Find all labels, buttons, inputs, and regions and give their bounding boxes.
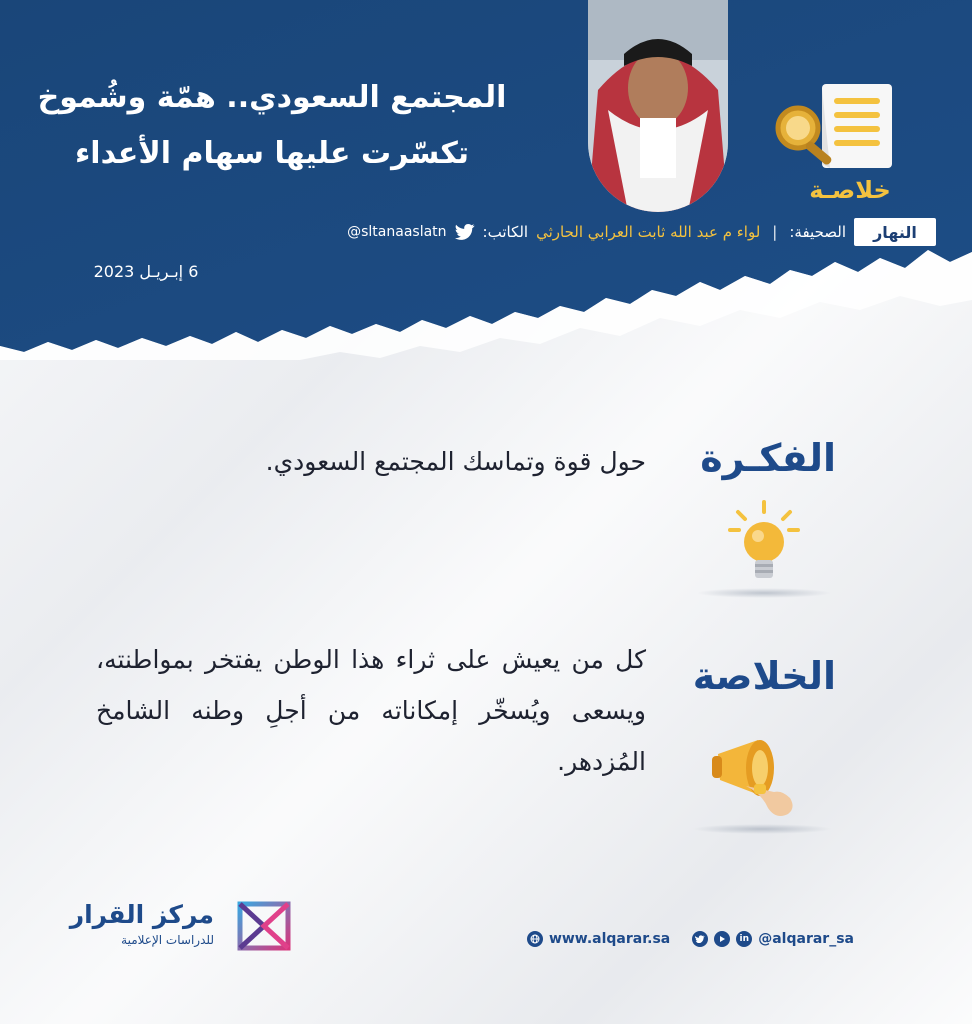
publish-date: 6 إبـريـل 2023	[93, 262, 199, 281]
lightbulb-shadow	[696, 588, 832, 598]
brand-mark-icon	[234, 898, 294, 954]
idea-body: حول قوة وتماسك المجتمع السعودي.	[265, 447, 646, 476]
twitter-footer-icon[interactable]	[692, 931, 708, 947]
social-handle[interactable]: @alqarar_sa	[758, 931, 854, 947]
author-label: الكاتب:	[482, 223, 529, 241]
summary-body: كل من يعيش على ثراء هذا الوطن يفتخر بمواطنته، ويسعى ويُسخّر إمكاناته من أجلِ وطنه الشامخ المُزدهر.	[96, 645, 646, 776]
megaphone-shadow	[692, 824, 832, 834]
brief-label: خلاصـة	[809, 176, 891, 204]
idea-title: الفكـرة	[700, 436, 836, 480]
linkedin-icon[interactable]: in	[736, 931, 752, 947]
title-line-2: تكسّرت عليها سهام الأعداء	[74, 136, 470, 171]
newspaper-label: الصحيفة:	[789, 223, 846, 241]
brand-logo	[69, 898, 294, 958]
lightbulb-icon	[724, 500, 804, 590]
brand-name: مركز القرار	[69, 900, 214, 929]
newspaper-logo-text: النهار	[873, 222, 917, 242]
meta-separator: |	[772, 223, 778, 241]
website-link[interactable]: www.alqarar.sa	[548, 931, 671, 947]
author-name: لواء م عبد الله ثابت العرابي الحارثي	[536, 223, 761, 241]
document-magnifier-icon	[770, 78, 920, 178]
globe-icon	[527, 931, 543, 947]
footer-links	[527, 928, 854, 950]
twitter-icon	[455, 224, 475, 240]
twitter-handle[interactable]: @sltanaaslatn	[347, 224, 447, 240]
meta-row	[347, 218, 936, 246]
author-photo-image	[588, 0, 728, 212]
megaphone-icon	[710, 734, 804, 824]
author-portrait	[588, 0, 728, 212]
brand-subtitle: للدراسات الإعلامية	[121, 933, 214, 947]
youtube-icon[interactable]	[714, 931, 730, 947]
newspaper-logo	[854, 218, 936, 246]
summary-title: الخلاصة	[692, 654, 836, 698]
article-title	[12, 70, 532, 182]
title-line-1: المجتمع السعودي.. همّة وشُموخ	[37, 80, 507, 115]
header-banner	[0, 0, 972, 360]
